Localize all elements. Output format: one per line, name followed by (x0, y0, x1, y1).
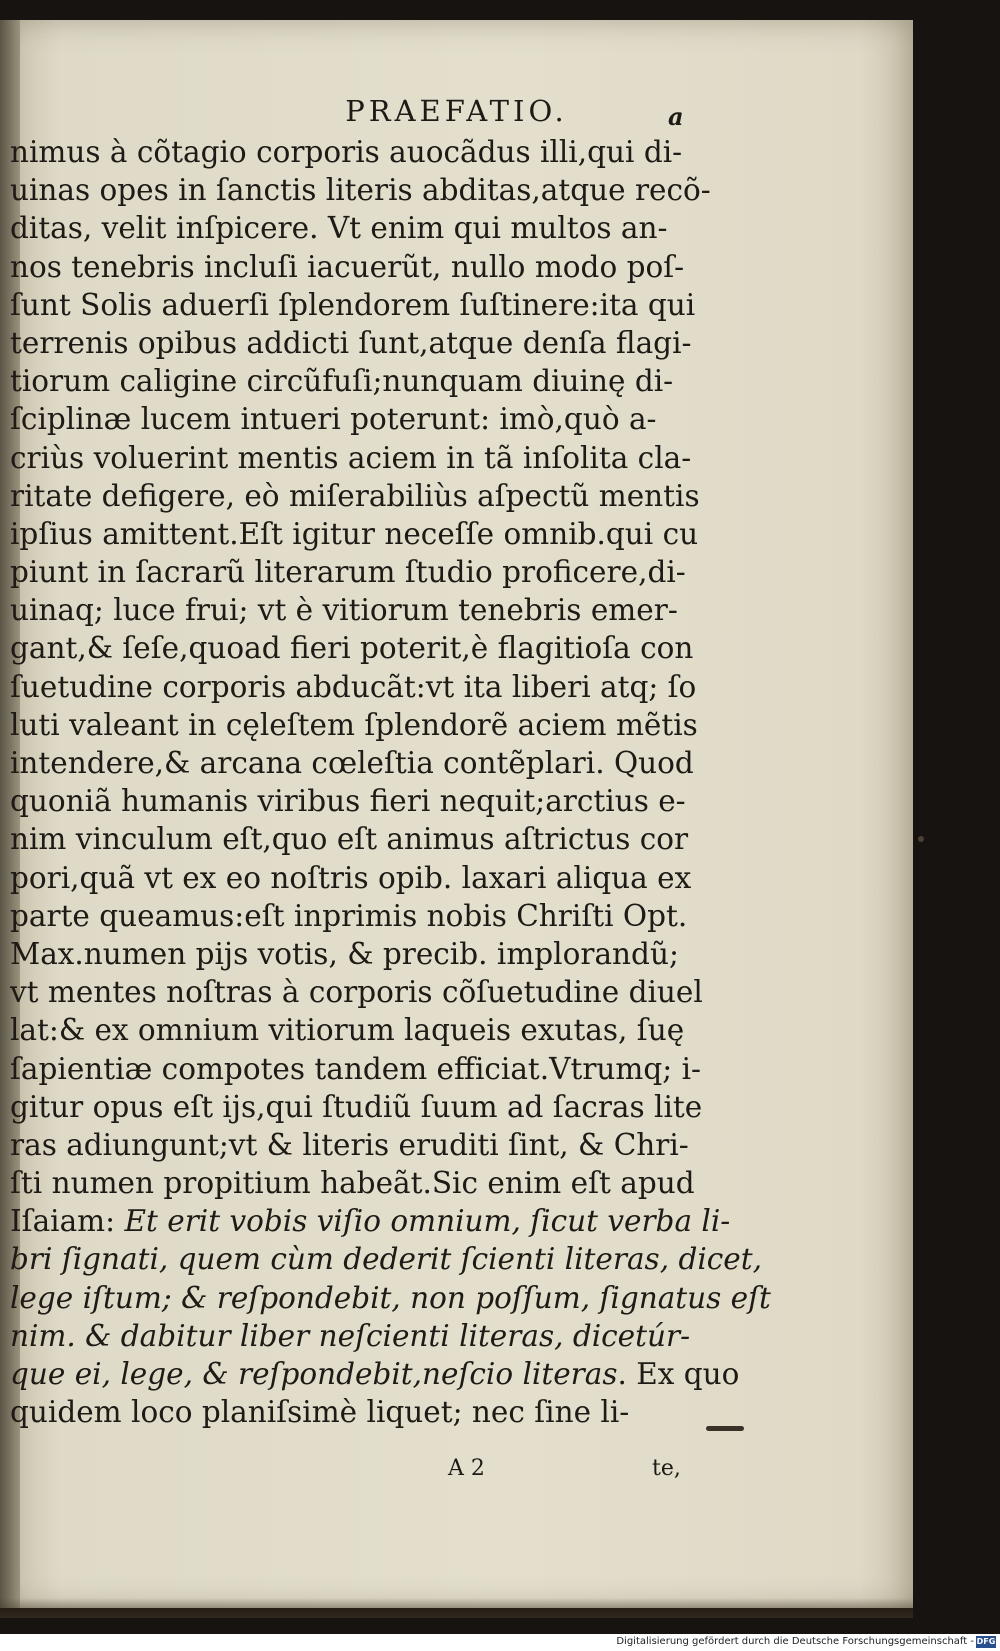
text-line (10, 133, 700, 171)
text-line (10, 171, 711, 209)
text-line (10, 248, 700, 286)
italic-quote-segment: nim. & dabitur liber neſcienti literas, dicetúr- (10, 1318, 691, 1353)
text-line (10, 286, 700, 324)
text-segment: uinaq; luce frui; vt è vitiorum tenebris emer- (10, 593, 678, 628)
text-line (10, 1317, 700, 1355)
text-segment: luti valeant in cęleſtem ſplendorẽ aciem mẽtis (10, 707, 698, 742)
text-segment: terrenis opibus addicti ſunt,atque denſa flagi- (10, 325, 692, 360)
text-line (10, 935, 700, 973)
text-segment: ditas, velit inſpicere. Vt enim qui multos an- (10, 211, 668, 246)
italic-quote-segment: bri ſignati, quem cùm dederit ſcienti literas, dicet, (10, 1242, 762, 1277)
margin-dot-mark (918, 836, 924, 842)
italic-quote-segment: lege iſtum; & reſpondebit, non poſſum, ſignatus eſt (10, 1280, 771, 1315)
text-line (10, 477, 700, 515)
text-segment: gitur opus eſt ijs,qui ſtudiũ ſuum ad ſacras lite (10, 1089, 703, 1124)
text-line (10, 324, 700, 362)
italic-quote-segment: Et erit vobis viſio omnium, ſicut verba li- (124, 1204, 731, 1239)
text-segment: . Ex quo (617, 1357, 740, 1391)
text-line (10, 820, 700, 858)
text-segment: ſciplinæ lucem intueri poterunt: imò,quò a- (10, 402, 657, 437)
body-text (10, 133, 771, 1431)
catchword: te, (652, 1456, 681, 1481)
text-segment: ipſius amittent.Eſt igitur neceſſe omnib.qui cu (10, 516, 699, 551)
text-line (10, 1088, 703, 1126)
text-line (10, 1050, 700, 1088)
text-segment: Iſaiam: (10, 1204, 125, 1239)
text-line (10, 515, 700, 553)
text-line (10, 1240, 762, 1278)
text-line (10, 591, 700, 629)
text-segment: piunt in ſacrarũ literarum ſtudio proficere,di- (10, 555, 686, 590)
signature-mark: A 2 (448, 1456, 485, 1481)
text-segment: pori,quã vt ex eo noſtris opib. laxari aliqua ex (10, 860, 692, 895)
text-segment: uinas opes in ſanctis literis abditas,atque recõ- (10, 173, 711, 208)
text-line (10, 897, 700, 935)
text-line (10, 1279, 771, 1317)
text-line (10, 553, 700, 591)
text-line (10, 706, 700, 744)
text-segment: ras adiungunt;vt & literis eruditi ſint, & Chri- (10, 1127, 689, 1162)
text-line (10, 1164, 700, 1202)
text-segment: lat:& ex omnium vitiorum laqueis exutas, ſuę (10, 1013, 685, 1048)
text-segment: tiorum caligine circũfuſi;nunquam diuinę di- (10, 364, 674, 399)
text-segment: ſuetudine corporis abducãt:vt ita liberi atq; ſo (10, 669, 697, 704)
running-head: PRAEFATIO. (345, 94, 568, 128)
text-line (10, 1126, 700, 1164)
text-line (10, 668, 700, 706)
text-line (10, 439, 700, 477)
text-segment: Max.numen pijs votis, & precib. implorandũ; (10, 936, 679, 971)
text-line (10, 1393, 700, 1431)
text-line (10, 1011, 700, 1049)
text-line (10, 973, 703, 1011)
text-segment: parte queamus:eſt inprimis nobis Chriſti Opt. (10, 898, 688, 933)
text-segment: intendere,& arcana cœleſtia contẽplari. Quod (10, 746, 694, 780)
text-segment: nos tenebris incluſi iacuerũt, nullo modo poſ- (10, 249, 685, 284)
italic-quote-segment: que ei, lege, & reſpondebit,neſcio literas (10, 1357, 618, 1391)
text-line (10, 859, 700, 897)
footer-credit: Digitalisierung gefördert durch die Deutsche Forschungsgemeinschaft - (616, 1636, 974, 1647)
text-line (10, 629, 700, 667)
text-segment: ritate defigere, eò miſerabiliùs aſpectũ mentis (10, 478, 700, 513)
page-bottom-edge (0, 1598, 913, 1618)
text-line (10, 744, 700, 782)
text-line (10, 400, 700, 438)
dfg-logo-icon: DFG (976, 1637, 996, 1646)
text-segment: ſunt Solis aduerſi ſplendorem ſuſtinere:ita qui (10, 287, 696, 322)
text-line (10, 362, 700, 400)
text-segment: quidem loco planiſsimè liquet; nec ſine li- (10, 1395, 630, 1430)
text-segment: nim vinculum eſt,quo eſt animus aſtrictus cor (10, 822, 689, 857)
text-segment: quoniã humanis viribus fieri nequit;arctius e- (10, 784, 686, 819)
text-segment: ſti numen propitium habeãt.Sic enim eſt apud (10, 1166, 695, 1201)
text-segment: vt mentes noſtras à corporis cõſuetudine diuel (10, 975, 703, 1010)
text-segment: ſapientiæ compotes tandem efficiat.Vtrumq; i- (10, 1051, 702, 1086)
text-segment: gant,& ſeſe,quoad fieri poterit,è flagitioſa con (10, 631, 694, 666)
page-mark: a (668, 102, 684, 131)
margin-dash-mark (706, 1426, 744, 1431)
text-line (10, 1355, 740, 1393)
text-segment: criùs voluerint mentis aciem in tã inſolita cla- (10, 440, 692, 475)
text-segment: nimus à cõtagio corporis auocãdus illi,qui di- (10, 135, 683, 169)
text-line (10, 209, 700, 247)
text-line (10, 782, 700, 820)
text-line (10, 1202, 731, 1240)
